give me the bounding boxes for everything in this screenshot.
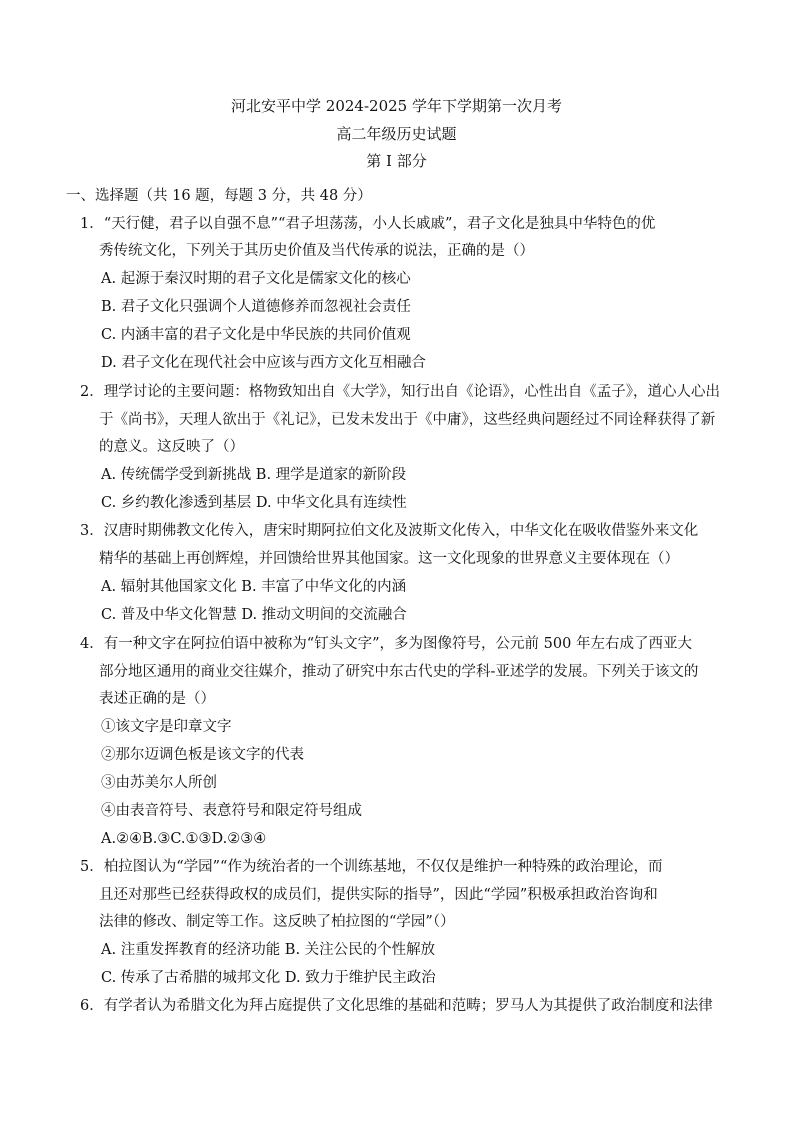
question-1-stem-line-2: 秀传统文化，下列关于其历史价值及当代传承的说法，正确的是（） xyxy=(99,243,534,259)
question-1-option-c: C. 内涵丰富的君子文化是中华民族的共同价值观 xyxy=(101,327,411,343)
question-3-options-line-1: A. 辐射其他国家文化 B. 丰富了中华文化的内涵 xyxy=(101,579,407,595)
question-4-stem-line-1: 4．有一种文字在阿拉伯语中被称为“钉头文字”，多为图像符号，公元前 500 年左右成了西亚大 xyxy=(80,636,692,652)
question-4-statement-4: ④由表音符号、表意符号和限定符号组成 xyxy=(101,803,362,819)
question-4-stem-line-3: 表述正确的是（） xyxy=(99,691,215,707)
part-title: 第 I 部分 xyxy=(366,152,427,170)
question-5-stem-line-3: 法律的修改、制定等工作。这反映了柏拉图的“学园”（） xyxy=(99,914,455,930)
question-4-answer-choices: A.②④B.③C.①③D.②③④ xyxy=(101,831,267,847)
question-2-options-line-2: C. 乡约教化渗透到基层 D. 中华文化具有连续性 xyxy=(101,495,407,511)
section-heading: 一、选择题（共 16 题，每题 3 分，共 48 分） xyxy=(66,188,372,204)
question-1-option-d: D. 君子文化在现代社会中应该与西方文化互相融合 xyxy=(101,355,426,371)
question-5-options-line-1: A. 注重发挥教育的经济功能 B. 关注公民的个性解放 xyxy=(101,942,436,958)
question-6-stem-line-1: 6．有学者认为希腊文化为拜占庭提供了文化思维的基础和范畴；罗马人为其提供了政治制度和法律 xyxy=(80,998,713,1014)
question-3-stem-line-1: 3．汉唐时期佛教文化传入，唐宋时期阿拉伯文化及波斯文化传入，中华文化在吸收借鉴外来文化 xyxy=(80,523,699,539)
question-4-statement-1: ①该文字是印章文字 xyxy=(101,719,232,735)
question-4-statement-3: ③由苏美尔人所创 xyxy=(101,775,217,791)
question-2-options-line-1: A. 传统儒学受到新挑战 B. 理学是道家的新阶段 xyxy=(101,467,407,483)
question-1-option-a: A. 起源于秦汉时期的君子文化是儒家文化的核心 xyxy=(101,271,411,287)
school-title: 河北安平中学 2024-2025 学年下学期第一次月考 xyxy=(231,97,562,115)
question-4-statement-2: ②那尔迈调色板是该文字的代表 xyxy=(101,747,304,763)
question-5-stem-line-1: 5．柏拉图认为“学园”“作为统治者的一个训练基地，不仅仅是维护一种特殊的政治理论，而 xyxy=(80,859,663,875)
question-1-option-b: B. 君子文化只强调个人道德修养而忽视社会责任 xyxy=(101,299,411,315)
question-3-options-line-2: C. 普及中华文化智慧 D. 推动文明间的交流融合 xyxy=(101,607,407,623)
question-2-stem-line-3: 的意义。这反映了（） xyxy=(99,439,244,455)
question-4-stem-line-2: 部分地区通用的商业交往媒介，推动了研究中东古代史的学科-亚述学的发展。下列关于该文的 xyxy=(99,664,699,680)
question-2-stem-line-1: 2．理学讨论的主要问题：格物致知出自《大学》，知行出自《论语》，心性出自《孟子》，道心人心出 xyxy=(80,384,720,400)
question-2-stem-line-2: 于《尚书》，天理人欲出于《礼记》，已发未发出于《中庸》，这些经典问题经过不同诠释获得了新 xyxy=(99,412,716,428)
subject-title: 高二年级历史试题 xyxy=(336,125,457,143)
question-5-stem-line-2: 且还对那些已经获得政权的成员们，提供实际的指导”，因此“学园”积极承担政治咨询和 xyxy=(99,887,658,903)
question-1-stem-line-1: 1．“天行健，君子以自强不息”“君子坦荡荡，小人长戚戚”，君子文化是独具中华特色的优 xyxy=(80,216,656,232)
question-5-options-line-2: C. 传承了古希腊的城邦文化 D. 致力于维护民主政治 xyxy=(101,970,436,986)
question-3-stem-line-2: 精华的基础上再创辉煌，并回馈给世界其他国家。这一文化现象的世界意义主要体现在（） xyxy=(99,551,679,567)
